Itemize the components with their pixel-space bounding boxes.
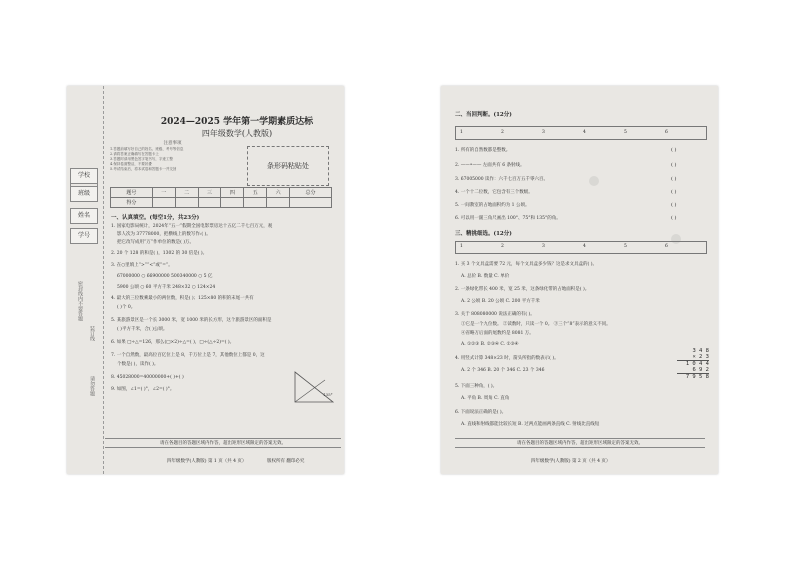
notice-line: 1.答题前填写好自己的姓名、班级、考号等信息 xyxy=(110,147,184,151)
notice-line: 4.保持卷面整洁，不要折叠 xyxy=(110,162,152,166)
choice-options: A. 2 公顷 B. 20 公顷 C. 200 平方千米 xyxy=(461,299,540,304)
choice-item: 3. 关于 808080000 说法正确的有( )。 xyxy=(455,312,535,317)
choice-number: 2 xyxy=(501,244,504,249)
judge-paren[interactable]: ( ) xyxy=(671,189,677,195)
score-header-row xyxy=(111,188,332,198)
question-line: 6. 如果 □÷△=126，那么(□×2)÷△=( )，□÷(△÷2)=( )。 xyxy=(111,340,235,345)
score-header: 二 xyxy=(175,188,198,198)
choice-item: 1. 买 3 个文具盒需要 72 元，每个文具盒多少钱？这是求文具盒的( )。 xyxy=(455,262,597,267)
footer-page-number: 四年级数学(人教版) 第 2 页（共 4 页） xyxy=(531,459,611,464)
binding-label-number: 学号 xyxy=(70,228,98,244)
question-line: 3. 在○里填上“>”“<”或“=”。 xyxy=(111,263,173,268)
score-header: 一 xyxy=(152,188,175,198)
binding-strip xyxy=(67,86,104,474)
choice-statement: ①它是一个九位数。 ②读数时，只读一个 0。 ③三个“8”表示的意义不同。 xyxy=(461,322,611,327)
choice-item: 2. 一条绿化带长 400 米，宽 25 米，这条绿化带的占地面积是( )。 xyxy=(455,287,590,292)
judge-number: 2 xyxy=(501,130,504,135)
judge-item: 3. 67005000 读作：六千七百万五千零六百。 xyxy=(455,177,549,182)
angle-figure xyxy=(289,366,339,406)
calc-line: 1 0 4 4 xyxy=(685,361,709,367)
score-header: 六 xyxy=(267,188,290,198)
choice-options: A. 2 个 346 B. 20 个 346 C. 23 个 346 xyxy=(461,368,545,373)
judge-number: 5 xyxy=(624,130,627,135)
question-line: 2. 20 个 128 的和是( )，1302 的 30 倍是( )。 xyxy=(111,251,208,256)
score-header: 四 xyxy=(221,188,244,198)
question-line: 个数是( )，读作( )。 xyxy=(117,362,159,367)
binding-note-2: 装订线 xyxy=(89,326,95,341)
choice-answer-row xyxy=(455,241,707,254)
judge-item: 1. 所有的自然数都是整数。 xyxy=(455,148,511,153)
choice-item: 4. 用竖式计算 348×23 时，箭头所指的数表示( )。 xyxy=(455,356,559,361)
notice-line: 5.考试结束后，将本试卷和答题卡一并交回 xyxy=(110,167,177,171)
choice-options: A. 直线和射线都能比较长短 B. 过两点能画两条直线 C. 射线比直线短 xyxy=(461,422,600,427)
question-line: 5900 公顷 ○ 60 平方千米 248×32 ○ 124×24 xyxy=(117,285,216,290)
exam-title: 2024—2025 学年第一学期素质达标 xyxy=(160,117,314,127)
judge-paren[interactable]: ( ) xyxy=(671,147,677,153)
calc-line: 3 4 8 xyxy=(692,348,709,354)
exam-subtitle: 四年级数学(人教版) xyxy=(201,129,273,138)
vertical-calculation xyxy=(677,348,709,380)
question-line: 把它改写成用“万”作单位的数是( )万。 xyxy=(117,240,195,245)
section-title-fill: 一、认真填空。(每空1分，共23分) xyxy=(111,215,200,221)
exam-page-1 xyxy=(67,86,344,474)
choice-statement: ④省略万后面的尾数约是 8081 万。 xyxy=(461,331,534,336)
score-cell[interactable] xyxy=(198,198,221,208)
angle-label: 135° xyxy=(323,392,333,397)
judge-paren[interactable]: ( ) xyxy=(671,176,677,182)
notice-title: 注意事项 xyxy=(163,141,182,146)
calc-line: 6 9 2 xyxy=(677,367,709,374)
score-header: 题号 xyxy=(111,188,153,198)
score-cell[interactable] xyxy=(152,198,175,208)
score-row-label: 得分 xyxy=(111,198,153,208)
binding-label-class: 班级 xyxy=(70,186,98,202)
score-cell[interactable] xyxy=(221,198,244,208)
binding-label-school: 学校 xyxy=(70,168,98,184)
choice-item: 6. 下面说法正确的是( )。 xyxy=(455,410,507,415)
judge-number: 1 xyxy=(460,130,463,135)
choice-number: 4 xyxy=(583,244,586,249)
question-line: 7. 一个自然数，最高位百亿位上是 8，千万位上是 7，其他数位上都是 0，这 xyxy=(111,353,265,358)
notice-box xyxy=(110,141,235,172)
score-header: 三 xyxy=(198,188,221,198)
choice-number: 1 xyxy=(460,244,463,249)
question-line: ( )个 0。 xyxy=(117,305,136,310)
question-line: 67000000 ○ 66900000 500340000 ○ 5 亿 xyxy=(117,274,213,279)
judge-paren[interactable]: ( ) xyxy=(671,202,677,208)
choice-number: 6 xyxy=(665,244,668,249)
question-line: 8. 45028000=40000000+( )+( ) xyxy=(111,375,184,380)
score-header: 总分 xyxy=(290,188,332,198)
calc-line: 7 9 5 8 xyxy=(685,374,709,380)
score-cell[interactable] xyxy=(267,198,290,208)
binding-note: 密封线内不要答题 xyxy=(77,281,83,321)
scan-mark xyxy=(589,176,599,186)
section-title-choice: 三、精挑细选。(12分) xyxy=(455,231,512,237)
binding-note-3: 请勿答题 xyxy=(89,376,95,396)
choice-number: 3 xyxy=(542,244,545,249)
choice-item: 5. 下面三种角，( )。 xyxy=(455,384,498,389)
choice-options: A. ①②③ B. ②③④ C. ①③④ xyxy=(461,342,519,347)
section-title-judge: 二、当回判断。(12分) xyxy=(455,112,512,118)
judge-item: 2. ——•—— 左面共有 6 条射线。 xyxy=(455,163,525,168)
question-line: ( )平方千米，合( )公顷。 xyxy=(117,327,168,332)
judge-number: 6 xyxy=(665,130,668,135)
question-line: 4. 最大的三位数乘最小的两位数，积是( )；125×80 的积的末尾一共有 xyxy=(111,296,254,301)
footer-page-number: 四年级数学(人教版) 第 1 页（共 4 页） xyxy=(167,459,247,464)
score-cell[interactable] xyxy=(290,198,332,208)
footer-note: 请在各题目的答题区域内作答，超出矩形区域限定的答案无效。 xyxy=(105,438,341,448)
judge-number: 4 xyxy=(583,130,586,135)
judge-item: 6. 可以用一副三角尺画出 100°、75°和 135°的角。 xyxy=(455,216,561,221)
score-header: 五 xyxy=(244,188,267,198)
choice-options: A. 平角 B. 周角 C. 直角 xyxy=(461,396,510,401)
binding-label-name: 姓名 xyxy=(70,208,98,224)
question-line: 1. 国家电影局统计，2024年“五一”假期全国电影票房达十五亿二千七百万元，观 xyxy=(111,224,273,229)
choice-options: A. 总价 B. 数量 C. 单价 xyxy=(461,274,510,279)
question-line: 5. 某旅游景区是一个长 3000 米，宽 1000 米的长方形，这个旅游景区的面积是 xyxy=(111,318,272,323)
judge-paren[interactable]: ( ) xyxy=(671,162,677,168)
question-line: 9. 如图，∠1=( )°，∠2=( )°。 xyxy=(111,387,175,392)
barcode-area: 条形码粘贴处 xyxy=(247,146,329,186)
footer-stamp: 版权所有 翻印必究 xyxy=(267,459,305,464)
score-table xyxy=(110,187,332,208)
score-row xyxy=(111,198,332,208)
notice-line: 3.答题时请用黑色签字笔书写，字迹工整 xyxy=(110,157,173,161)
judge-number: 3 xyxy=(542,130,545,135)
judge-answer-row xyxy=(455,126,707,140)
question-line: 影人次为 37778000，把横线上的数写作:( )。 xyxy=(117,232,211,237)
score-cell[interactable] xyxy=(244,198,267,208)
score-cell[interactable] xyxy=(175,198,198,208)
judge-item: 5. 一间教室的占地面积约为 1 公顷。 xyxy=(455,203,530,208)
calc-line: × 2 3 xyxy=(677,354,709,361)
choice-number: 5 xyxy=(624,244,627,249)
judge-paren[interactable]: ( ) xyxy=(671,215,677,221)
judge-item: 4. 一个十二位数，它包含有三个数级。 xyxy=(455,190,533,195)
exam-page-2 xyxy=(441,86,718,474)
notice-line: 2.请将答案正确填写在答题卡上 xyxy=(110,152,159,156)
footer-note: 请在各题目的答题区域内作答，超出矩形区域限定的答案无效。 xyxy=(455,438,705,448)
